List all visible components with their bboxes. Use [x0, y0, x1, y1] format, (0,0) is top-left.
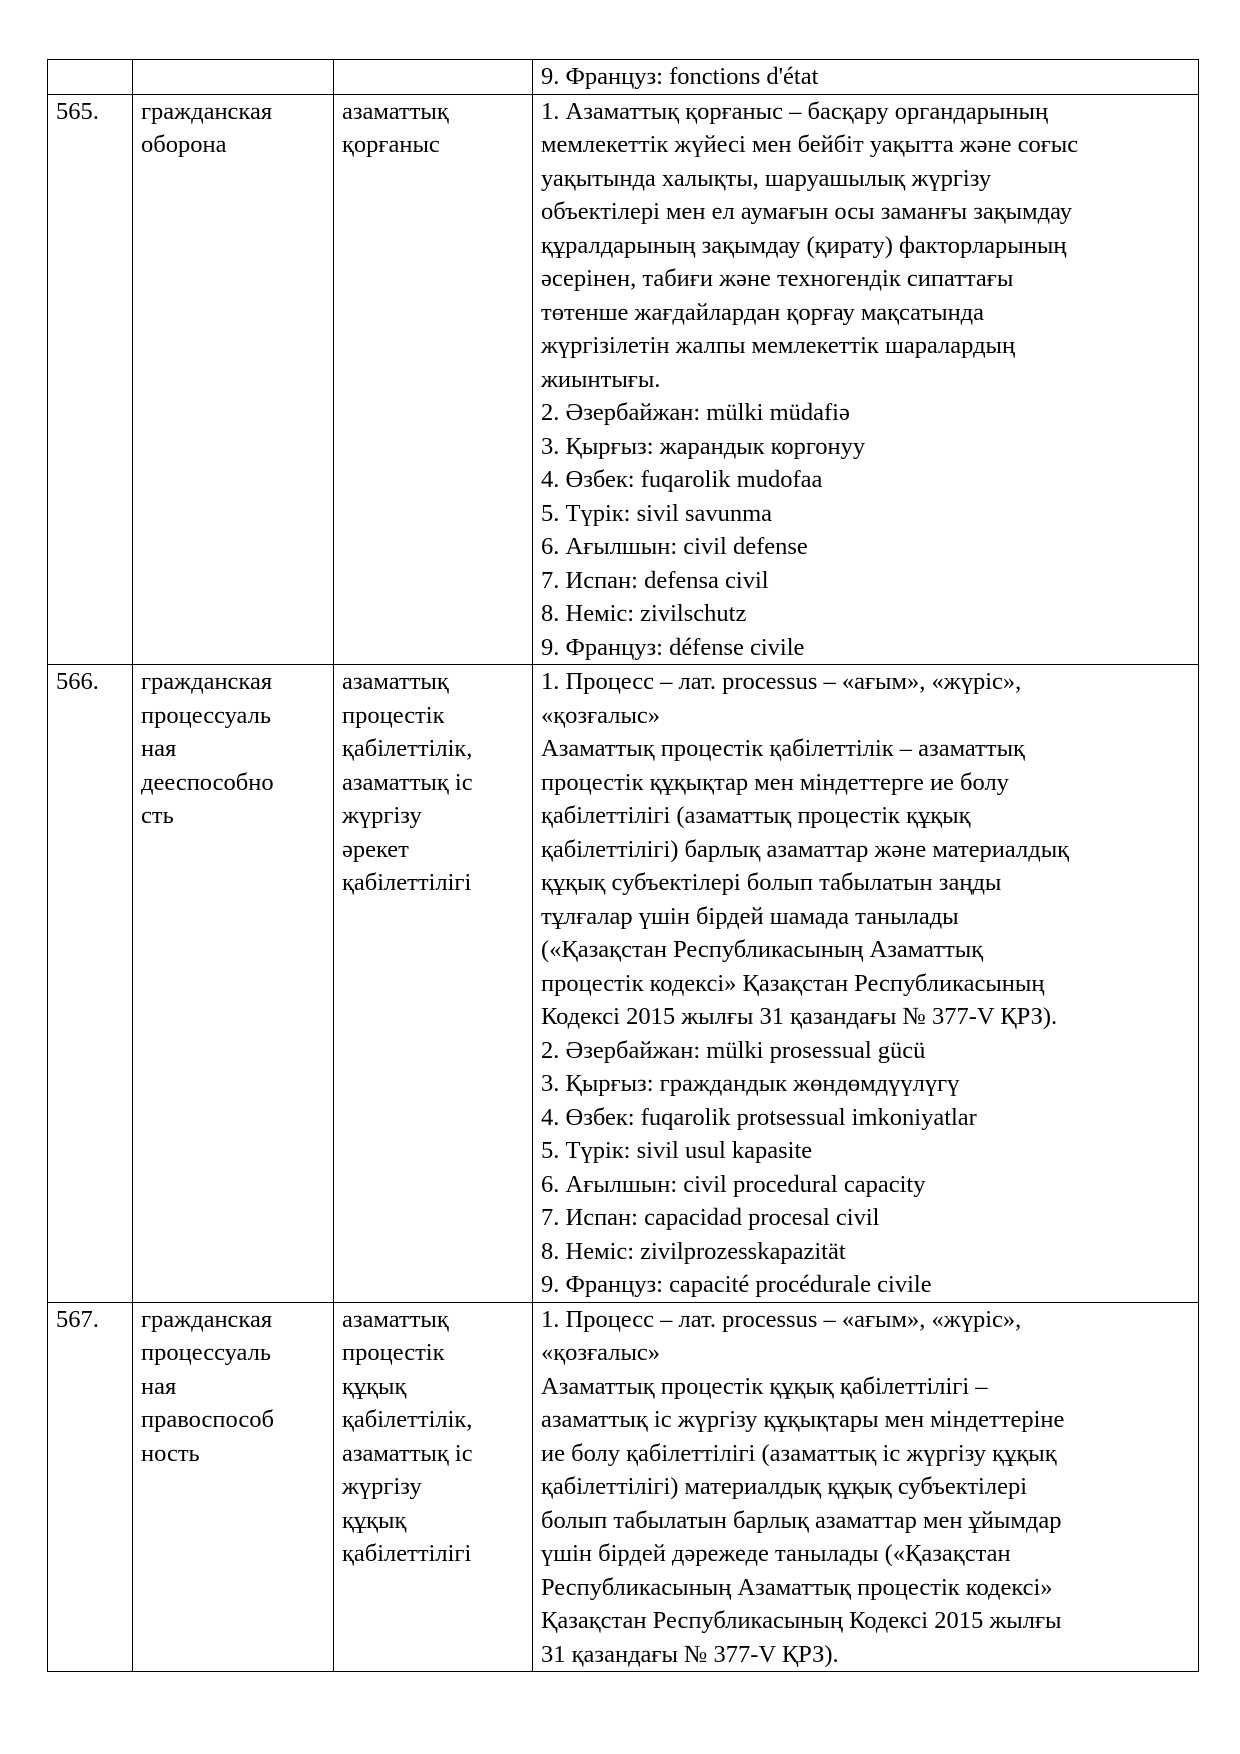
definition-line: үшін бірдей дәрежеде танылады («Қазақстан	[541, 1540, 1011, 1567]
kazakh-term-line: құқық	[342, 1506, 407, 1534]
russian-term-line: ная	[141, 735, 177, 762]
definition-line: құралдарының зақымдау (қирату) факторларының	[541, 231, 1067, 259]
table-row	[48, 665, 1199, 1303]
russian-term-line: гражданская	[141, 97, 273, 125]
definition-line: 4. Өзбек: fuqarolik mudofaa	[541, 466, 823, 493]
russian-term-line: сть	[141, 802, 174, 829]
kazakh-term-line: процестік	[342, 1339, 445, 1366]
table-body	[48, 60, 1199, 1672]
definition-line: Азаматтық процестік құқық қабілеттілігі –	[541, 1372, 988, 1400]
cell-kazakh-term	[334, 94, 533, 665]
definition-line: әсерінен, табиғи және техногендік сипаттағы	[541, 265, 1014, 292]
kazakh-term-line: азаматтық	[342, 1305, 449, 1333]
definition-line: 4. Өзбек: fuqarolik protsessual imkoniyatlar	[541, 1103, 977, 1131]
definition-line: 1. Процесс – лат. processus – «ағым», «жүріс»,	[541, 668, 1022, 695]
cell-russian-term	[133, 94, 334, 665]
terminology-table	[47, 59, 1199, 1672]
cell-definition	[533, 1302, 1199, 1672]
definition-line: 2. Әзербайжан: mülki müdafiə	[541, 399, 850, 426]
definition-line: 1. Азаматтық қорғаныс – басқару органдарының	[541, 97, 1049, 125]
definition-line: қабілеттілігі) материалдық құқық субъектілері	[541, 1473, 1028, 1500]
kazakh-term-line: қабілеттілігі	[342, 1540, 472, 1567]
table-row-continuation	[48, 60, 1199, 95]
definition-line: 6. Ағылшын: civil defense	[541, 533, 808, 560]
definition-line: азаматтық іс жүргізу құқықтары мен міндеттеріне	[541, 1406, 1065, 1433]
cell-kazakh-term	[334, 665, 533, 1303]
definition-line: («Қазақстан Республикасының Азаматтық	[541, 936, 984, 963]
russian-term-line: ная	[141, 1372, 177, 1400]
russian-term-line: гражданская	[141, 1305, 273, 1333]
russian-term-line: правоспособ	[141, 1406, 274, 1433]
russian-term-line: гражданская	[141, 668, 273, 695]
kazakh-term-line: азаматтық	[342, 668, 449, 695]
cell-definition	[533, 94, 1199, 665]
definition-line: жүргізілетін жалпы мемлекеттік шаралардың	[541, 332, 1016, 359]
definition-line: 7. Испан: capacidad procesal civil	[541, 1204, 880, 1231]
definition-line: қабілеттілігі) барлық азаматтар және материалдық	[541, 835, 1070, 863]
russian-term-line: дееспособно	[141, 768, 274, 796]
definition-line: 1. Процесс – лат. processus – «ағым», «жүріс»,	[541, 1305, 1022, 1333]
kazakh-term-line: қорғаныс	[342, 131, 440, 158]
definition-line: «қозғалыс»	[541, 1339, 661, 1366]
definition-line: 9. Француз: capacité procédurale civile	[541, 1271, 932, 1298]
definition-line: төтенше жағдайлардан қорғау мақсатында	[541, 298, 985, 326]
kazakh-term-line: жүргізу	[342, 802, 422, 829]
document-page	[47, 59, 1199, 1672]
entry-number: 565.	[56, 97, 99, 125]
cell-russian-term	[133, 665, 334, 1303]
definition-line: 2. Әзербайжан: mülki prosessual gücü	[541, 1036, 926, 1064]
definition-line: 3. Қырғыз: жарандык коргонуу	[541, 432, 866, 460]
table-row	[48, 1302, 1199, 1672]
definition-line: 9. Француз: fonctions d'état	[541, 63, 819, 90]
cell-russian-term	[133, 1302, 334, 1672]
definition-line: 31 қазандағы № 377-V ҚРЗ).	[541, 1640, 839, 1668]
russian-term-line: процессуаль	[141, 1339, 272, 1366]
russian-term-line: оборона	[141, 131, 227, 158]
cell-kazakh-term	[334, 1302, 533, 1672]
definition-line: 5. Түрік: sivil savunma	[541, 499, 773, 527]
kazakh-term-line: құқық	[342, 1372, 407, 1400]
kazakh-term-line: қабілеттілік,	[342, 735, 473, 762]
definition-line: процестік кодексі» Қазақстан Республикасының	[541, 969, 1045, 997]
definition-line: уақытында халықты, шаруашылық жүргізу	[541, 164, 992, 192]
definition-line: процестік құқықтар мен міндеттерге ие болу	[541, 768, 1009, 796]
definition-line: Қазақстан Республикасының Кодексі 2015 жылғы	[541, 1607, 1062, 1634]
cell-definition	[533, 665, 1199, 1303]
definition-line: 9. Француз: défense civile	[541, 633, 805, 661]
kazakh-term-line: процестік	[342, 701, 445, 729]
cell-definition	[533, 60, 1199, 95]
definition-line: құқық субъектілері болып табылатын заңды	[541, 869, 1002, 896]
definition-line: 5. Түрік: sivil usul kapasite	[541, 1137, 813, 1164]
cell-number	[48, 665, 133, 1303]
kazakh-term-line: азаматтық іс	[342, 1439, 473, 1467]
definition-line: «қозғалыс»	[541, 701, 661, 729]
table-row	[48, 94, 1199, 665]
definition-line: 8. Неміс: zivilprozesskapazität	[541, 1237, 846, 1265]
kazakh-term-line: азаматтық	[342, 97, 449, 125]
entry-number: 566.	[56, 668, 99, 695]
definition-line: мемлекеттік жүйесі мен бейбіт уақытта және соғыс	[541, 131, 1079, 158]
definition-line: объектілері мен ел аумағын осы заманғы зақымдау	[541, 198, 1072, 225]
cell-number	[48, 60, 133, 95]
definition-line: тұлғалар үшін бірдей шамада танылады	[541, 902, 959, 930]
cell-number	[48, 1302, 133, 1672]
kazakh-term-line: әрекет	[342, 835, 409, 863]
entry-number: 567.	[56, 1305, 99, 1333]
definition-line: Кодексі 2015 жылғы 31 қазандағы № 377-V ҚРЗ).	[541, 1003, 1058, 1030]
kazakh-term-line: азаматтық іс	[342, 768, 473, 796]
kazakh-term-line: қабілеттілігі	[342, 869, 472, 896]
russian-term-line: процессуаль	[141, 701, 272, 729]
definition-line: ие болу қабілеттілігі (азаматтық іс жүргізу құқық	[541, 1439, 1057, 1467]
russian-term-line: ность	[141, 1439, 200, 1467]
definition-line: 7. Испан: defensa civil	[541, 566, 769, 594]
cell-kazakh-term	[334, 60, 533, 95]
definition-line: Республикасының Азаматтық процестік кодексі»	[541, 1573, 1053, 1601]
definition-line: 8. Неміс: zivilschutz	[541, 600, 747, 627]
definition-line: болып табылатын барлық азаматтар мен ұйымдар	[541, 1506, 1062, 1534]
definition-line: Азаматтық процестік қабілеттілік – азаматтық	[541, 735, 1025, 762]
definition-line: 6. Ағылшын: civil procedural capacity	[541, 1170, 926, 1198]
definition-line: жиынтығы.	[541, 365, 661, 393]
kazakh-term-line: қабілеттілік,	[342, 1406, 473, 1433]
definition-line: қабілеттілігі (азаматтық процестік құқық	[541, 802, 971, 829]
cell-russian-term	[133, 60, 334, 95]
kazakh-term-line: жүргізу	[342, 1473, 422, 1500]
definition-line: 3. Қырғыз: граждандык жөндөмдүүлүгү	[541, 1070, 960, 1097]
cell-number	[48, 94, 133, 665]
